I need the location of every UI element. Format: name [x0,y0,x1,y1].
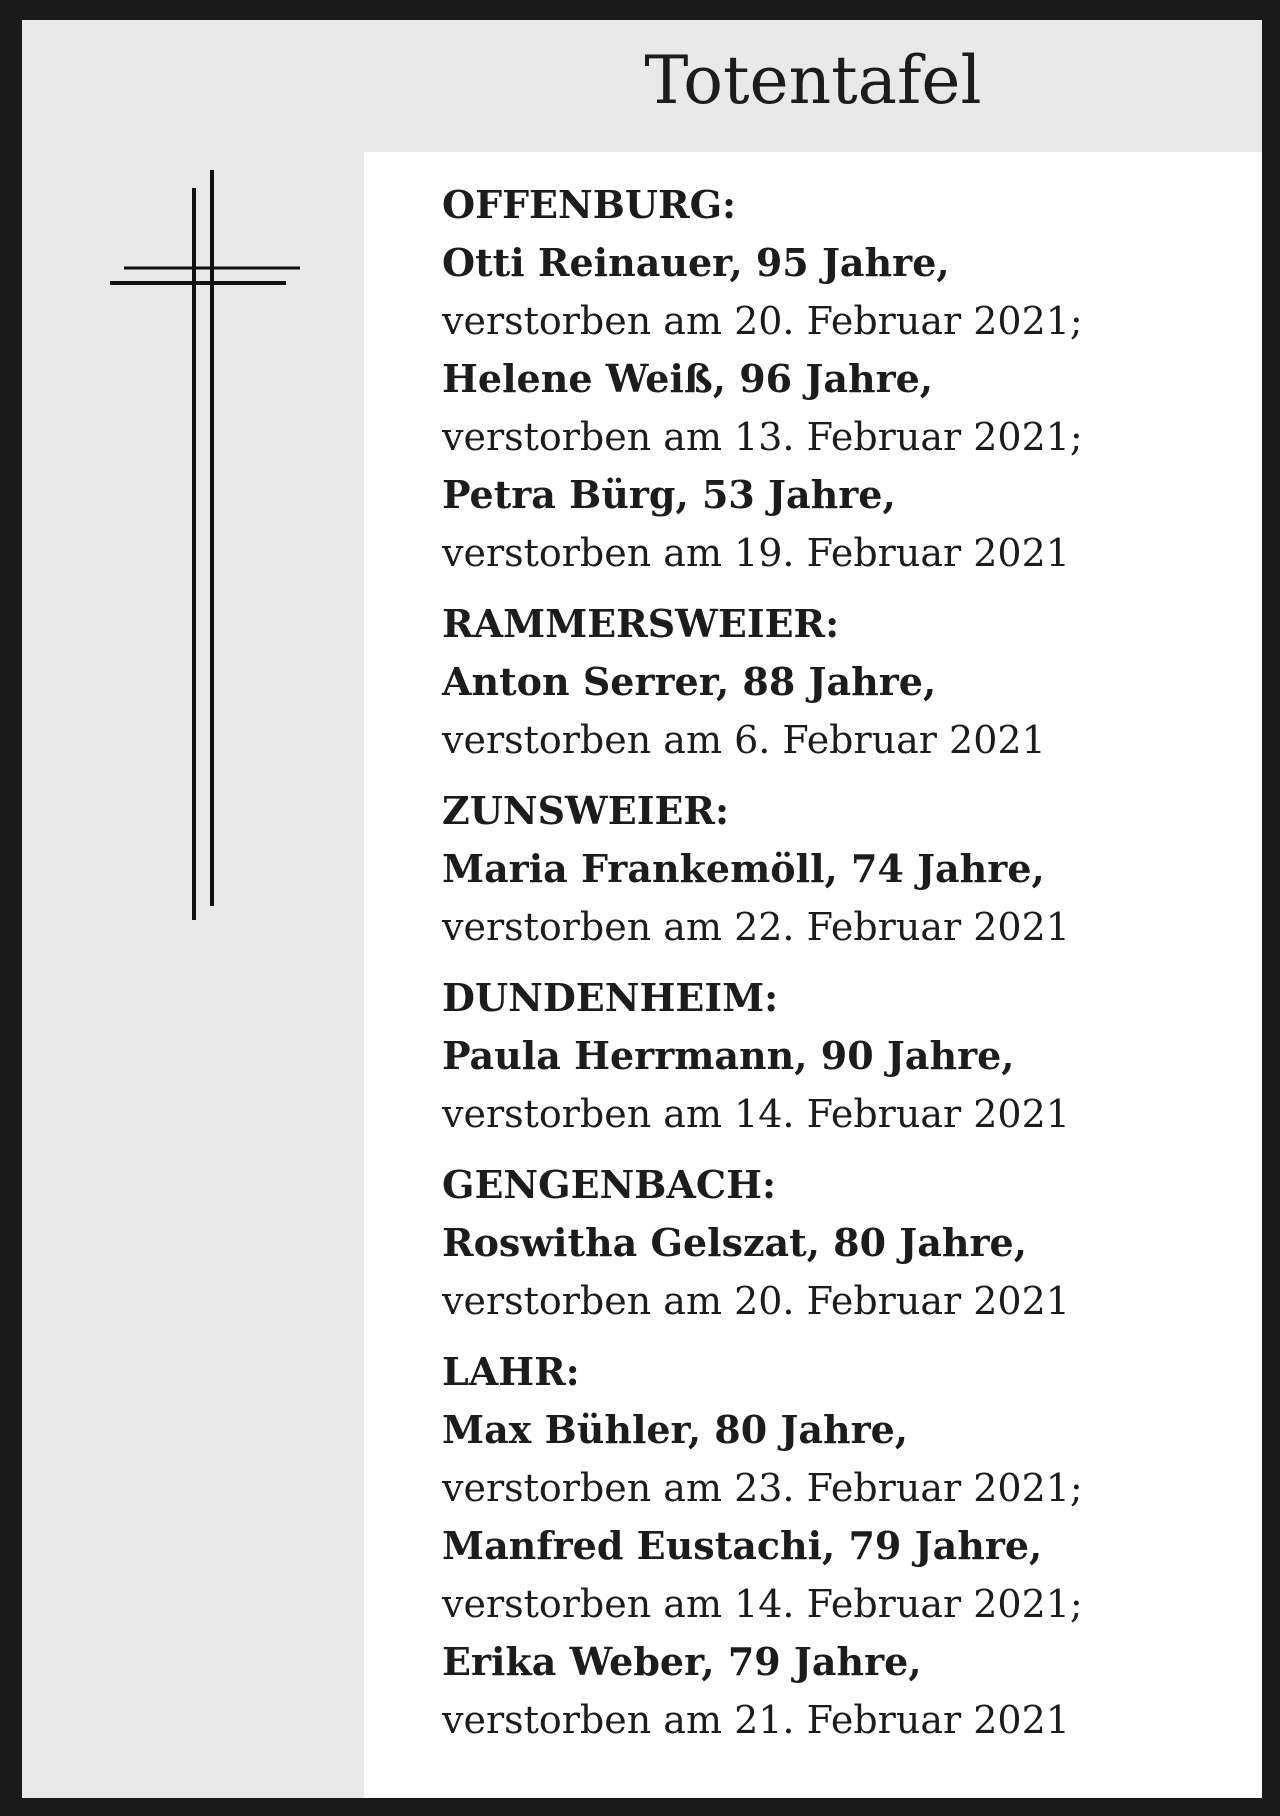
place-heading: ZUNSWEIER: [442,788,730,833]
deceased-name: Roswitha Gelszat, 80 Jahre, [442,1220,1027,1265]
death-date: verstorben am 14. Februar 2021 [442,1092,1070,1136]
listing-panel [364,152,1262,1798]
place-heading: RAMMERSWEIER: [442,601,840,646]
cross-icon [90,150,310,930]
deceased-name: Paula Herrmann, 90 Jahre, [442,1033,1015,1078]
deceased-name: Anton Serrer, 88 Jahre, [442,659,937,704]
deceased-name: Max Bühler, 80 Jahre, [442,1407,909,1452]
deceased-name: Maria Frankemöll, 74 Jahre, [442,846,1045,891]
place-section [442,782,1242,956]
obituary-notice [22,20,1262,1798]
place-heading: OFFENBURG: [442,182,737,227]
place-section [442,969,1242,1143]
death-date: verstorben am 20. Februar 2021 [442,1279,1070,1323]
place-section [442,1156,1242,1330]
place-section [442,176,1242,582]
deceased-name: Manfred Eustachi, 79 Jahre, [442,1523,1043,1568]
death-date: verstorben am 19. Februar 2021 [442,531,1070,575]
deceased-name: Helene Weiß, 96 Jahre, [442,356,934,401]
place-section [442,595,1242,769]
place-heading: LAHR: [442,1349,580,1394]
death-date: verstorben am 6. Februar 2021 [442,718,1046,762]
deceased-name: Otti Reinauer, 95 Jahre, [442,240,950,285]
death-date: verstorben am 22. Februar 2021 [442,905,1070,949]
deceased-name: Erika Weber, 79 Jahre, [442,1639,922,1684]
death-date: verstorben am 20. Februar 2021; [442,299,1083,343]
death-listing [442,176,1242,1762]
deceased-name: Petra Bürg, 53 Jahre, [442,472,896,517]
death-date: verstorben am 13. Februar 2021; [442,415,1083,459]
death-date: verstorben am 14. Februar 2021; [442,1582,1083,1626]
page-title: Totentafel [644,42,982,119]
place-heading: DUNDENHEIM: [442,975,779,1020]
place-section [442,1343,1242,1749]
place-heading: GENGENBACH: [442,1162,777,1207]
death-date: verstorben am 23. Februar 2021; [442,1466,1083,1510]
death-date: verstorben am 21. Februar 2021 [442,1698,1070,1742]
